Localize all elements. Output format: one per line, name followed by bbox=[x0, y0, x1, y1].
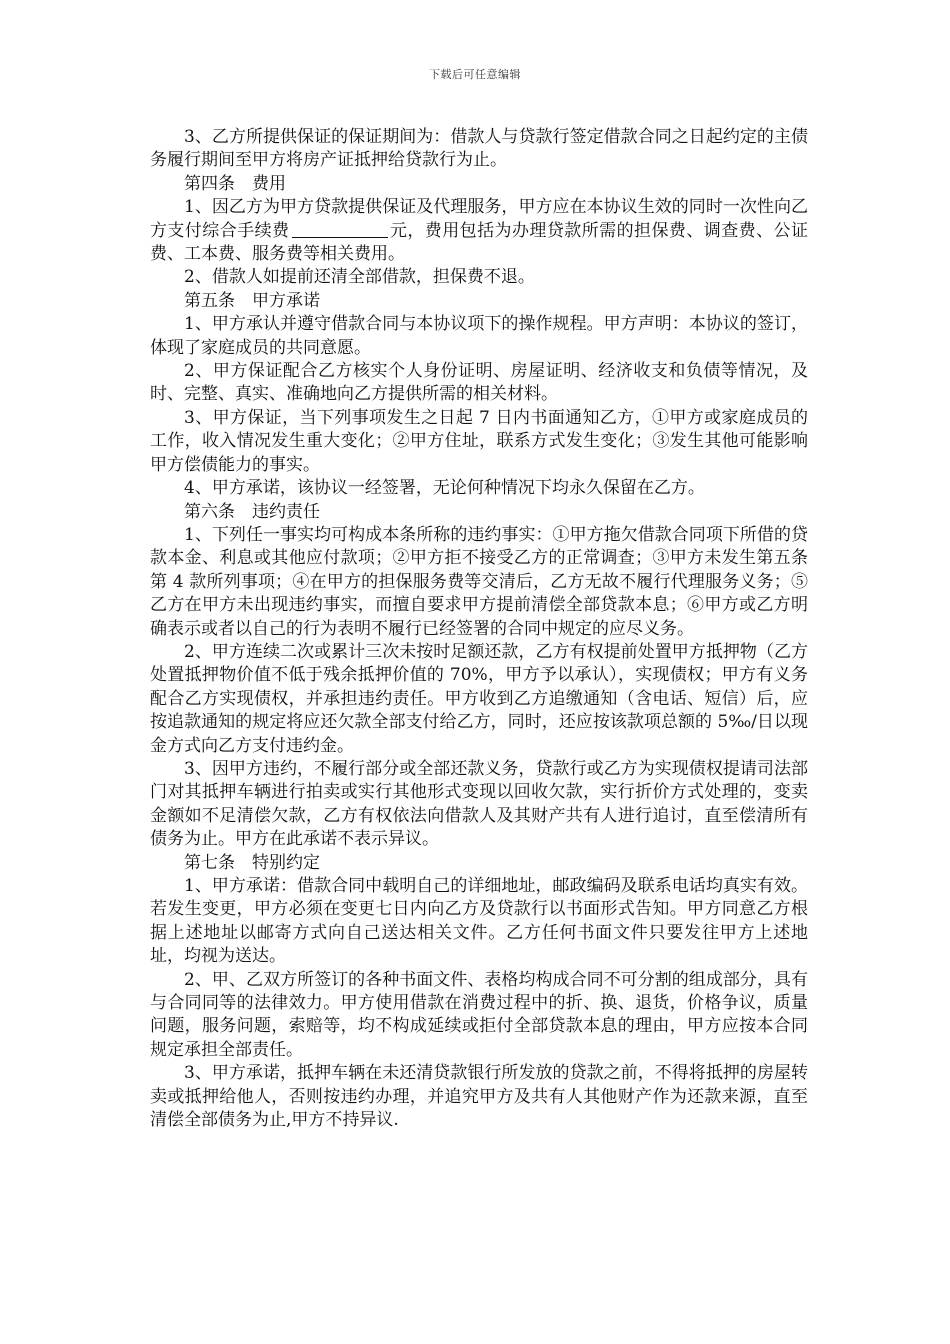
fee-amount-blank bbox=[292, 221, 388, 238]
clause-1-fees-after: 元，费用包括为办理贷款所需的担保费、调查费、公证费、工本费、服务费等相关费用。 bbox=[150, 220, 808, 265]
article-6-heading: 第六条 违约责任 bbox=[184, 501, 320, 522]
article-7-heading: 第七条 特别约定 bbox=[184, 852, 320, 873]
clause-3-judicial-recovery: 3、因甲方违约，不履行部分或全部还款义务，贷款行或乙方为实现债权提请司法部门对其抵押车辆进行拍卖或实行其他形式变现以回收欠款，实行折价方式处理的，变卖金额如不足清偿欠款，乙方有权依法向借款人及其财产共有人进行追讨，直至偿清所有债务为止。甲方在此承诺不表示异议。 bbox=[150, 758, 808, 850]
clause-2-document-validity: 2、甲、乙双方所签订的各种书面文件、表格均构成合同不可分割的组成部分，具有与合同同等的法律效力。甲方使用借款在消费过程中的折、换、退货，价格争议，质量问题，服务问题，索赔等，均不构成延续或拒付全部贷款本息的理由，甲方应按本合同规定承担全部责任。 bbox=[150, 969, 808, 1060]
clause-4-retention: 4、甲方承诺，该协议一经签署，无论何种情况下均永久保留在乙方。 bbox=[184, 478, 705, 499]
article-4-heading: 第四条 费用 bbox=[184, 173, 286, 194]
clause-3-vehicle-restriction: 3、甲方承诺，抵押车辆在未还清贷款银行所发放的贷款之前，不得将抵押的房屋转卖或抵押给他人，否则按违约办理，并追究甲方及共有人其他财产作为还款来源，直至清偿全部债务为止,甲方不持异议. bbox=[150, 1063, 808, 1131]
clause-1-fees-before: 1、因乙方为甲方贷款提供保证及代理服务，甲方应在本协议生效的同时一次性向乙方支付综合手续费 bbox=[150, 197, 808, 241]
clause-1-address-validity: 1、甲方承诺：借款合同中载明自己的详细地址，邮政编码及联系电话均真实有效。若发生变更，甲方必须在变更七日内向乙方及贷款行以书面形式告知。甲方同意乙方根据上述地址以邮寄方式向自己送达相关文件。乙方任何书面文件只要发往甲方上述地址，均视为送达。 bbox=[150, 876, 808, 967]
document-body bbox=[150, 126, 808, 1132]
clause-2-verification: 2、甲方保证配合乙方核实个人身份证明、房屋证明、经济收支和负债等情况，及时、完整、真实、准确地向乙方提供所需的相关材料。 bbox=[150, 361, 808, 405]
clause-2-collateral-disposal: 2、甲方连续二次或累计三次未按时足额还款，乙方有权提前处置甲方抵押物（乙方处置抵押物价值不低于残余抵押价值的 70%，甲方予以承认），实现债权；甲方有义务配合乙方实现债权，并承担违约责任。甲方收到乙方追缴通知（含电话、短信）后，应按追款通知的规定将应还欠款全部支付给乙方，同时，还应按该款项总额的 5‰/日以现金方式向乙方支付违约金。 bbox=[150, 641, 808, 756]
clause-3-guarantee-period: 3、乙方所提供保证的保证期间为：借款人与贷款行签定借款合同之日起约定的主债务履行期间至甲方将房产证抵押给贷款行为止。 bbox=[150, 127, 808, 171]
clause-3-notification: 3、甲方保证，当下列事项发生之日起 7 日内书面通知乙方，①甲方或家庭成员的工作，收入情况发生重大变化；②甲方住址，联系方式发生变化；③发生其他可能影响甲方偿债能力的事实。 bbox=[150, 407, 808, 475]
clause-2-early-repayment: 2、借款人如提前还清全部借款，担保费不退。 bbox=[184, 267, 535, 288]
clause-1-fees bbox=[150, 196, 808, 266]
page-header-note: 下载后可任意编辑 bbox=[429, 68, 521, 81]
article-5-heading: 第五条 甲方承诺 bbox=[184, 290, 320, 311]
clause-1-compliance: 1、甲方承认并遵守借款合同与本协议项下的操作规程。甲方声明：本协议的签订，体现了家庭成员的共同意愿。 bbox=[150, 314, 808, 358]
clause-1-default-events: 1、下列任一事实均可构成本条所称的违约事实：①甲方拖欠借款合同项下所借的贷款本金、利息或其他应付款项；②甲方拒不接受乙方的正常调查；③甲方未发生第五条第 4 款所列事项；④在甲方的担保服务费等交清后，乙方无故不履行代理服务义务；⑤乙方在甲方未出现违约事实，而擅自要求甲方提前清偿全部贷款本息；⑥甲方或乙方明确表示或者以自己的行为表明不履行已经签署的合同中规定的应尽义务。 bbox=[150, 524, 808, 639]
